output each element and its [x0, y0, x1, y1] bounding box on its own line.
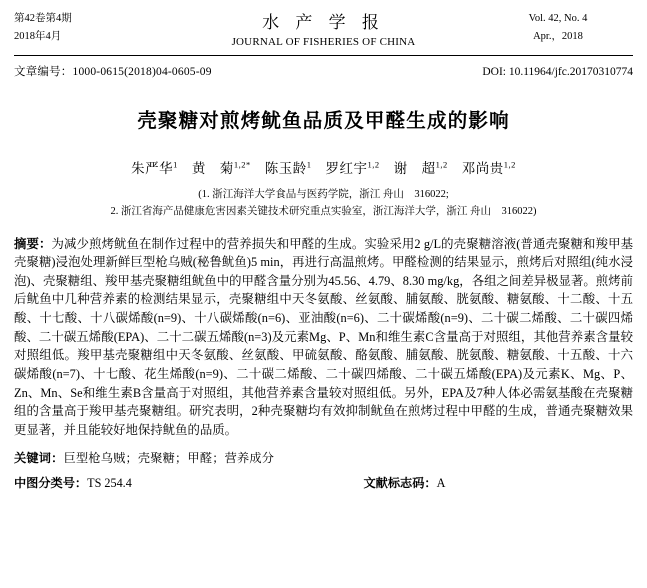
abstract — [14, 235, 633, 440]
keywords-text: 巨型枪乌贼；壳聚糖；甲醛；营养成分 — [63, 451, 275, 466]
author — [265, 161, 312, 176]
masthead-center — [164, 8, 483, 48]
author-affil-marker: 1 — [306, 159, 312, 170]
document-code-label: 文献标志码： — [363, 476, 437, 491]
masthead-right — [483, 10, 633, 47]
author-name: 陈玉龄 — [264, 161, 307, 176]
clc-number — [14, 474, 324, 491]
abstract-label: 摘要： — [14, 236, 52, 251]
affiliation-2: 2. 浙江省海产品健康危害因素关键技术研究重点实验室，浙江海洋大学，浙江 舟山 316022) — [110, 206, 537, 218]
author — [326, 161, 380, 176]
author — [192, 161, 251, 176]
keywords-label: 关键词： — [14, 451, 64, 466]
affiliations — [0, 186, 647, 221]
masthead-left — [14, 10, 164, 47]
author-affil-marker: 1,2 — [367, 159, 380, 170]
author — [462, 161, 516, 176]
author-name: 朱严华 — [131, 161, 174, 176]
clc-label: 中图分类号： — [14, 476, 88, 491]
author-name: 黄 菊 — [191, 161, 234, 176]
author-name: 邓尚贵 — [461, 161, 504, 176]
doi[interactable]: DOI: 10.11964/jfc.20170310774 — [482, 66, 633, 78]
author — [131, 161, 178, 176]
author-name: 罗红宇 — [325, 161, 368, 176]
journal-title-cn: 水 产 学 报 — [262, 13, 385, 32]
issue-date-cn: 2018年4月 — [14, 31, 62, 43]
author — [394, 161, 448, 176]
identifier-line — [0, 56, 647, 79]
issue-date-en: Apr.，2018 — [533, 31, 583, 43]
author-list — [0, 157, 647, 177]
author-affil-marker: 1,2 — [435, 159, 448, 170]
abstract-text: 为减少煎烤鱿鱼在制作过程中的营养损失和甲醛的生成。实验采用2 g/L的壳聚糖溶液(普通壳聚糖和羧甲基壳聚糖)浸泡处理新鲜巨型枪乌贼(秘鲁鱿鱼)5 min，再进行高温煎烤。甲醛检测的结果显示，煎烤后对照组(纯水浸泡)、壳聚糖组、羧甲基壳聚糖组鱿鱼中的甲醛含量分别为45.56、4.79、8.30 mg/kg，各组之间差异极显著。煎烤前后鱿鱼中几种营养素的检测结果显示，壳聚糖组中天冬氨酸、丝氨酸、脯氨酸、胱氨酸、糖氨酸、十二酸、十五酸、十七酸、十八碳烯酸(n=9)、十八碳烯酸(n=6)、亚油酸(n=6)、二十碳烯酸(n=9)、二十碳二烯酸、二十碳四烯酸、二十碳五烯酸(EPA)、二十二碳五烯酸(n=3)及元素Mg、P、Mn和维生素C含量高于对照组，其他营养素含量较对照组低。羧甲基壳聚糖组中天冬氨酸、丝氨酸、甲硫氨酸、酪氨酸、脯氨酸、胱氨酸、糖氨酸、十五酸、十六碳烯酸(n=7)、十七酸、花生烯酸(n=9)、二十碳二烯酸、二十碳四烯酸、二十碳五烯酸(EPA)及元素K、Mg、P、Zn、Mn、Se和维生素B含量高于对照组，其他营养素含量较对照组低。另外，EPA及7种人体必需氨基酸在壳聚糖组的含量高于羧甲基壳聚糖组。研究表明，2种壳聚糖均有效抑制鱿鱼在煎烤过程中甲醛的生成，普通壳聚糖效果更显著，并且能较好地保持鱿鱼的品质。 — [14, 236, 633, 437]
page-title: 壳聚糖对煎烤鱿鱼品质及甲醛生成的影响 — [137, 111, 510, 132]
volume-issue-cn: 第42卷第4期 — [14, 13, 72, 24]
document-code-value: A — [436, 476, 446, 491]
journal-title-en: JOURNAL OF FISHERIES OF CHINA — [231, 36, 416, 48]
keywords — [14, 449, 633, 466]
volume-issue-en: Vol. 42, No. 4 — [528, 13, 588, 24]
author-affil-marker: 1,2* — [233, 159, 251, 170]
author-affil-marker: 1,2 — [503, 159, 516, 170]
author-affil-marker: 1 — [173, 159, 178, 170]
article-number: 文章编号：1000-0615(2018)04-0605-09 — [14, 66, 212, 78]
clc-value: TS 254.4 — [87, 476, 132, 491]
masthead — [0, 0, 647, 48]
classification-line — [0, 474, 647, 491]
document-code — [324, 474, 634, 491]
affiliation-1: (1. 浙江海洋大学食品与医药学院，浙江 舟山 316022; — [198, 189, 449, 200]
author-name: 谢 超 — [393, 161, 436, 176]
